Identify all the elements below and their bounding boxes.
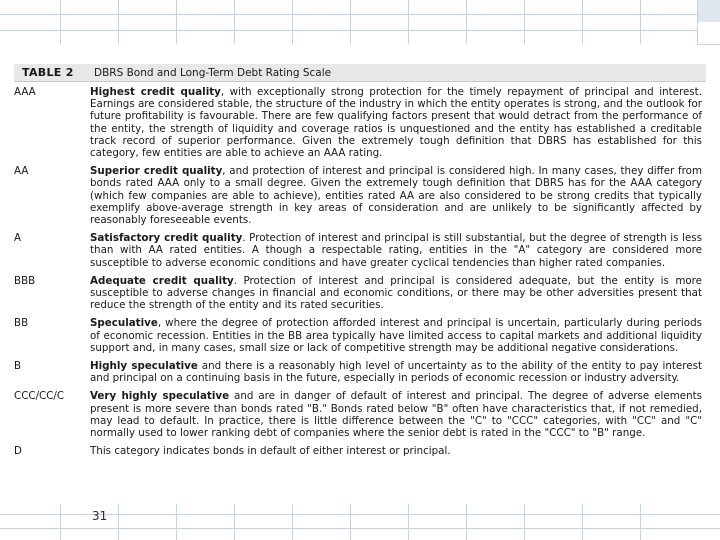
rating-code: AAA: [14, 86, 36, 98]
rating-code: BB: [14, 317, 29, 330]
rating-text: and are in danger of default of interest and principal. The degree of adverse elements present is more severe than bonds rated "B." Bonds rated below "B" often have characteristics that, if not remedied, may lead to default. In practice, there is little difference between the "C" to "CCC" categories, with "CC" and "C" normally used to lower ranking debt of companies where the senior debt is rated in the "CCC" to "B" range.: [90, 390, 702, 440]
rating-description: [90, 317, 702, 354]
rating-lead: Highly speculative: [90, 360, 198, 373]
rating-lead: Adequate credit quality: [90, 274, 234, 287]
table-row: [14, 165, 706, 226]
table-row: [14, 390, 706, 439]
table-header: [14, 64, 706, 82]
corner-square: [697, 0, 720, 23]
corner-square: [697, 22, 720, 45]
rating-text: , and protection of interest and principal is considered high. In many cases, they differ from bonds rated AAA only to a small degree. Given the extremely tough definition that DBRS has for the AAA category (which few companies are able to achieve), entities rated AA are also considered to be strong credits that typically exemplify above-average strength in key areas of consideration and are unlikely to be significantly affected by reasonably foreseeable events.: [90, 165, 702, 227]
rating-lead: Satisfactory credit quality: [90, 232, 243, 245]
table-title: DBRS Bond and Long-Term Debt Rating Scale: [94, 66, 332, 79]
rating-description: [90, 275, 702, 312]
rating-code: BBB: [14, 274, 36, 287]
table-label: TABLE 2: [22, 66, 74, 79]
rating-lead: Superior credit quality: [90, 165, 223, 178]
rating-description: [90, 445, 702, 457]
rating-text: and there is a reasonably high level of uncertainty as to the ability of the entity to pay interest and principal on a continuing basis in the future, especially in periods of economic recession or industry adversity.: [90, 360, 702, 385]
table-row: [14, 445, 706, 457]
footer-grid: [0, 504, 720, 540]
table-row: [14, 317, 706, 354]
rating-description: [90, 360, 702, 384]
rating-description: [90, 390, 702, 439]
rating-code: AA: [14, 165, 29, 178]
rating-code: CCC/CC/C: [14, 390, 65, 403]
rating-code: D: [14, 445, 22, 458]
table-row: [14, 232, 706, 269]
rating-description: [90, 86, 702, 159]
table-row: [14, 275, 706, 312]
rating-text: . Protection of interest and principal is considered adequate, but the entity is more susceptible to adverse changes in financial and economic conditions, or there may be other adversities present that reduce the strength of the entity and its rated securities.: [90, 274, 702, 312]
rating-text: , where the degree of protection afforded interest and principal is uncertain, particularly during periods of economic recession. Entities in the BB area typically have limited access to capital markets and additional liquidity support and, in many cases, small size or lack of competitive strength may be additional negative considerations.: [90, 317, 702, 354]
header-grid: [0, 0, 720, 44]
rating-table: [14, 86, 706, 463]
rating-code: B: [14, 360, 22, 373]
rating-description: [90, 232, 702, 269]
rating-lead: Highest credit quality: [90, 86, 221, 98]
rating-lead: Very highly speculative: [90, 390, 230, 403]
rating-code: A: [14, 232, 22, 245]
rating-description: [90, 165, 702, 226]
page-number: 31: [92, 509, 108, 523]
table-row: [14, 86, 706, 159]
rating-text: . Protection of interest and principal is still substantial, but the degree of strength is less than with AA rated entities. A though a respectable rating, entities in the "A" category are considered more susceptible to adverse economic conditions and have greater cyclical tendencies than higher rated companies.: [90, 232, 703, 269]
table-row: [14, 360, 706, 384]
rating-text: , with exceptionally strong protection for the timely repayment of principal and interest. Earnings are considered stable, the structure of the industry in which the entity operates is strong, and the outlook for future profitability is favourable. There are few qualifying factors present that would detract from the performance of the entity, the strength of liquidity and coverage ratios is unquestioned and the entity has established a creditable track record of superior performance. Given the extremely tough definition that DBRS has established for this category, few entities are able to achieve an AAA rating.: [90, 86, 702, 160]
rating-lead: Speculative: [90, 317, 158, 330]
rating-text: This category indicates bonds in default of either interest or principal.: [90, 445, 451, 458]
